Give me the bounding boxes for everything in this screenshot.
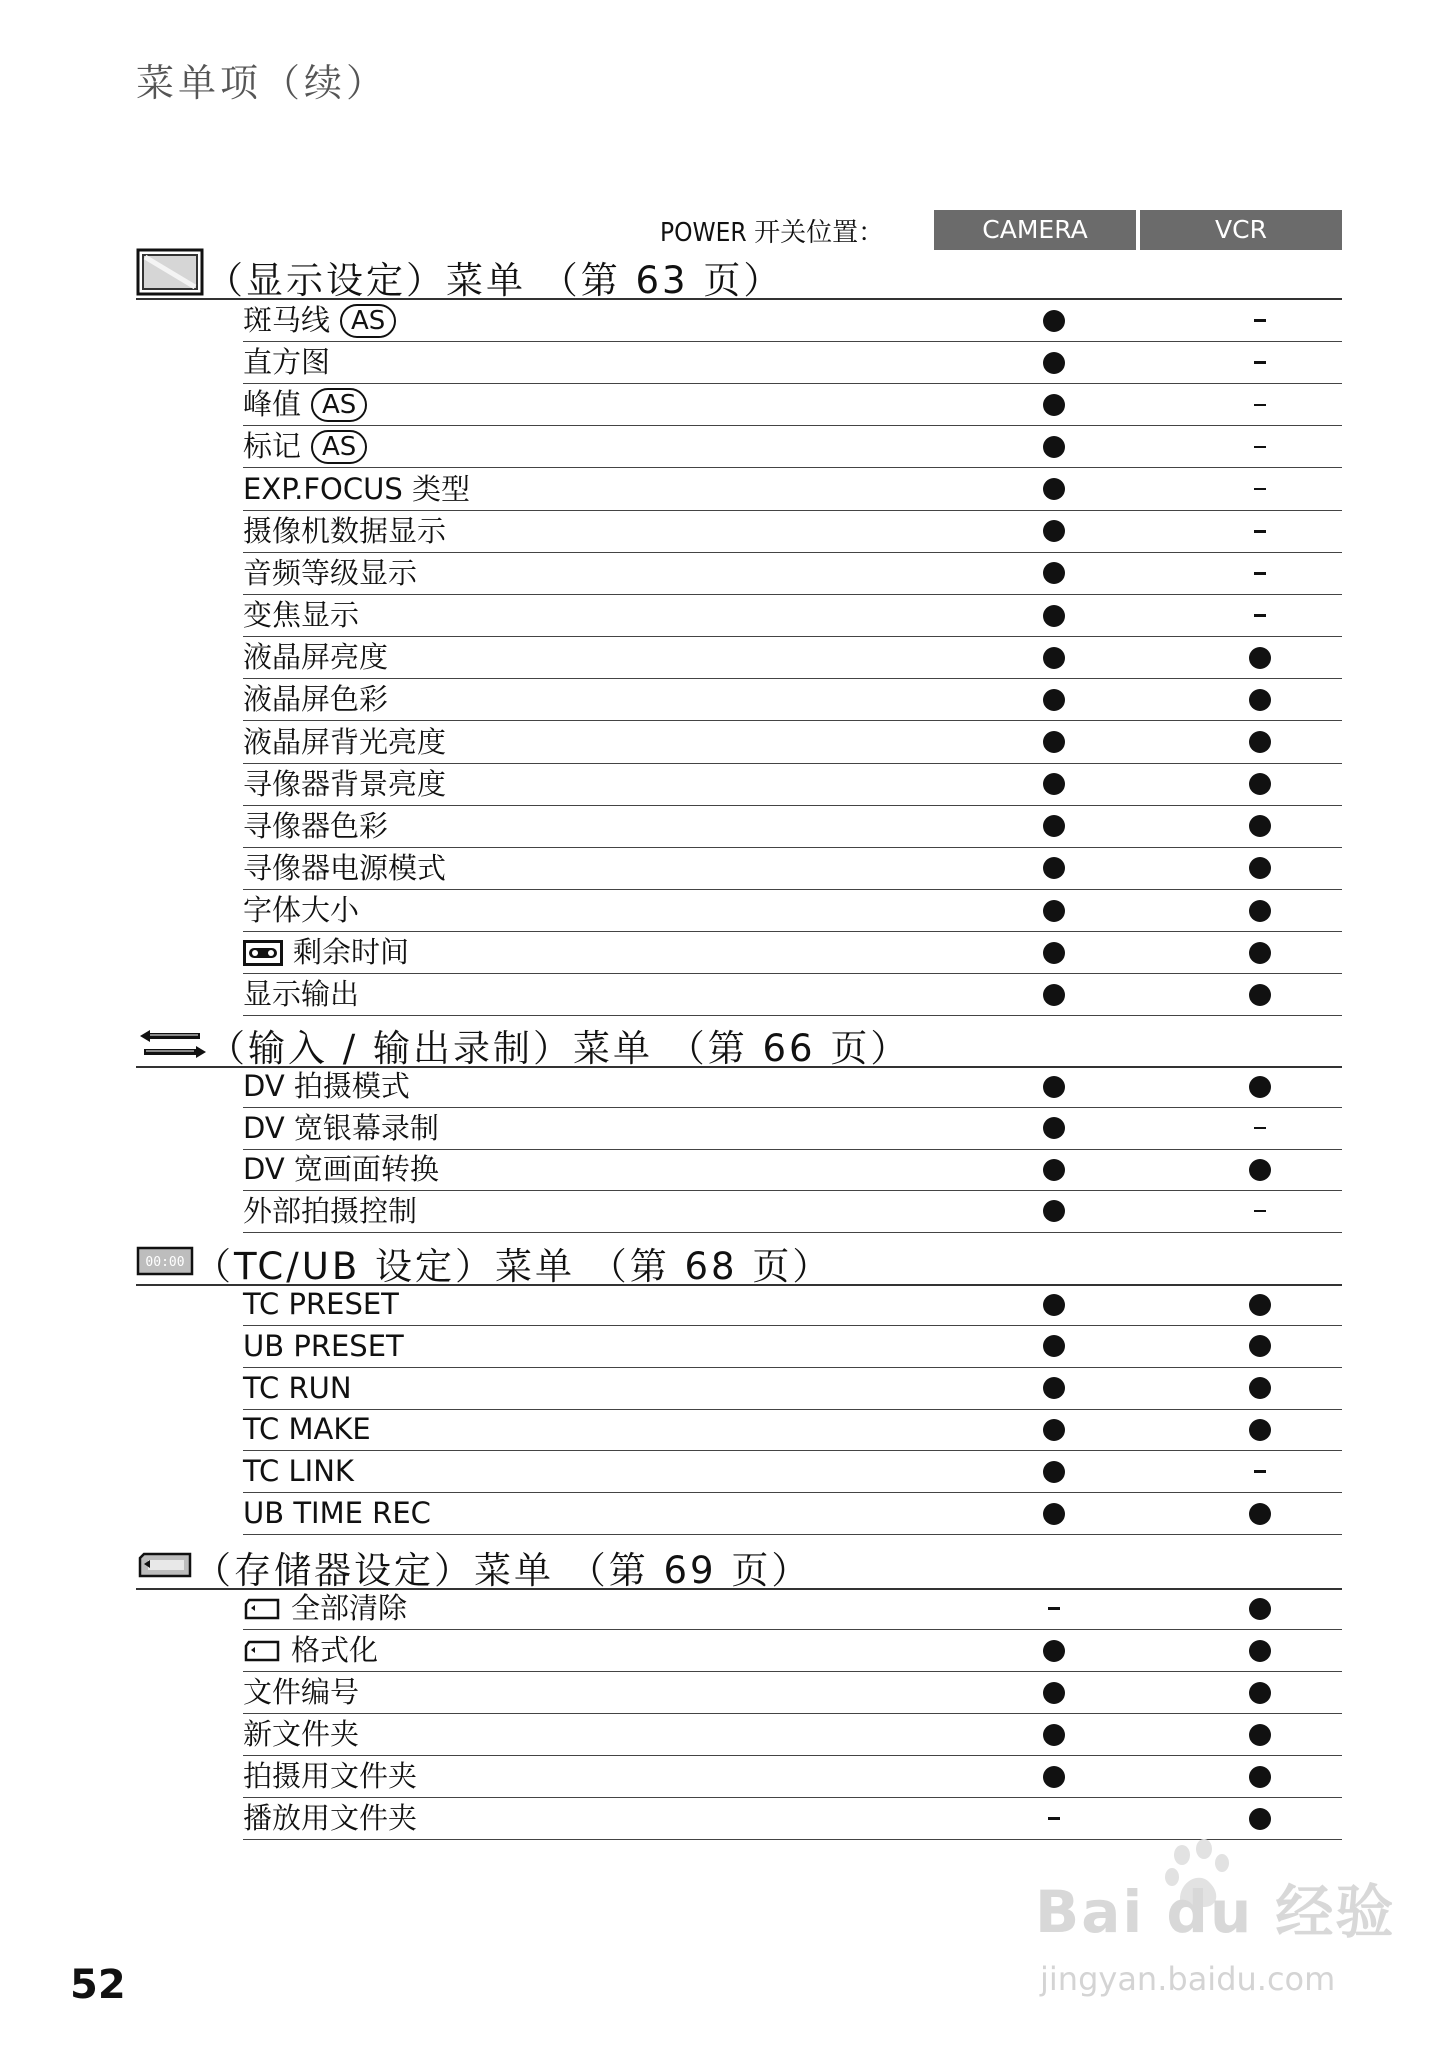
available-dot-icon bbox=[1043, 562, 1065, 584]
menu-item-text: TC LINK bbox=[243, 1454, 354, 1489]
camera-availability bbox=[1034, 1588, 1074, 1629]
column-header-camera: CAMERA bbox=[934, 210, 1136, 250]
camera-availability bbox=[1034, 806, 1074, 847]
vcr-availability bbox=[1240, 974, 1280, 1015]
table-row bbox=[243, 384, 1342, 426]
menu-item-text: 拍摄用文件夹 bbox=[243, 1759, 418, 1793]
camera-availability bbox=[1034, 595, 1074, 636]
available-dot-icon bbox=[1249, 1808, 1271, 1830]
unavailable-dash-icon bbox=[1254, 614, 1266, 617]
vcr-availability bbox=[1240, 342, 1280, 383]
menu-item-label bbox=[243, 1798, 417, 1839]
menu-item-text: DV 宽画面转换 bbox=[243, 1152, 439, 1186]
menu-item-text: DV 拍摄模式 bbox=[243, 1069, 410, 1103]
camera-availability bbox=[1034, 384, 1074, 425]
available-dot-icon bbox=[1043, 942, 1065, 964]
camera-availability bbox=[1034, 1108, 1074, 1149]
vcr-availability bbox=[1240, 1066, 1280, 1107]
table-row bbox=[243, 764, 1342, 806]
as-badge-icon: AS bbox=[340, 304, 396, 338]
table-row bbox=[243, 1672, 1342, 1714]
camera-availability bbox=[1034, 722, 1074, 763]
menu-item-label bbox=[243, 384, 367, 425]
available-dot-icon bbox=[1043, 857, 1065, 879]
vcr-availability bbox=[1240, 1588, 1280, 1629]
menu-item-text: UB TIME REC bbox=[243, 1496, 431, 1530]
menu-item-text: 显示输出 bbox=[243, 977, 360, 1012]
menu-item-text: EXP.FOCUS 类型 bbox=[243, 471, 470, 506]
page-number: 52 bbox=[70, 1962, 126, 2008]
menu-item-label bbox=[243, 974, 359, 1015]
vcr-availability bbox=[1240, 1108, 1280, 1149]
available-dot-icon bbox=[1043, 1335, 1065, 1357]
available-dot-icon bbox=[1043, 731, 1065, 753]
table-row bbox=[243, 342, 1342, 384]
vcr-availability bbox=[1240, 806, 1280, 847]
available-dot-icon bbox=[1043, 1682, 1065, 1704]
vcr-availability bbox=[1240, 1149, 1280, 1190]
camera-availability bbox=[1034, 1066, 1074, 1107]
table-row bbox=[243, 426, 1342, 468]
vcr-availability bbox=[1240, 1191, 1280, 1232]
vcr-availability bbox=[1240, 637, 1280, 678]
vcr-availability bbox=[1240, 722, 1280, 763]
menu-item-text: 文件编号 bbox=[243, 1675, 360, 1709]
camera-availability bbox=[1034, 469, 1074, 510]
menu-item-label bbox=[243, 342, 330, 383]
page-title: 菜单项（续） bbox=[136, 61, 389, 105]
available-dot-icon bbox=[1043, 1419, 1065, 1441]
vcr-availability bbox=[1240, 890, 1280, 931]
unavailable-dash-icon bbox=[1048, 1817, 1060, 1820]
table-row bbox=[243, 974, 1342, 1016]
unavailable-dash-icon bbox=[1254, 1470, 1266, 1473]
camera-availability bbox=[1034, 890, 1074, 931]
menu-item-label bbox=[243, 764, 446, 805]
available-dot-icon bbox=[1043, 1294, 1065, 1316]
menu-item-label bbox=[243, 1326, 404, 1367]
camera-availability bbox=[1034, 1630, 1074, 1671]
available-dot-icon bbox=[1249, 1335, 1271, 1357]
table-row bbox=[243, 1409, 1342, 1451]
menu-item-text: UB PRESET bbox=[243, 1328, 404, 1363]
menu-item-text: TC MAKE bbox=[243, 1412, 371, 1447]
vcr-availability bbox=[1240, 1284, 1280, 1325]
menu-item-text: 格式化 bbox=[291, 1633, 379, 1667]
available-dot-icon bbox=[1249, 689, 1271, 711]
menu-item-text: 变焦显示 bbox=[243, 598, 360, 633]
unavailable-dash-icon bbox=[1254, 572, 1266, 575]
camera-availability bbox=[1034, 1149, 1074, 1190]
available-dot-icon bbox=[1249, 1766, 1271, 1788]
table-row bbox=[243, 1756, 1342, 1798]
svg-text:00:00: 00:00 bbox=[145, 1255, 185, 1270]
menu-item-label bbox=[243, 1284, 399, 1325]
available-dot-icon bbox=[1249, 1419, 1271, 1441]
menu-item-label bbox=[243, 848, 446, 889]
available-dot-icon bbox=[1249, 815, 1271, 837]
table-row bbox=[243, 1149, 1342, 1191]
available-dot-icon bbox=[1249, 984, 1271, 1006]
vcr-availability bbox=[1240, 300, 1280, 341]
available-dot-icon bbox=[1249, 731, 1271, 753]
menu-item-label bbox=[243, 1588, 407, 1629]
menu-item-text: 播放用文件夹 bbox=[243, 1801, 418, 1835]
table-row bbox=[243, 1108, 1342, 1150]
menu-item-label bbox=[243, 806, 388, 847]
camera-availability bbox=[1034, 679, 1074, 720]
camera-availability bbox=[1034, 1409, 1074, 1450]
available-dot-icon bbox=[1249, 942, 1271, 964]
menu-item-label bbox=[243, 1756, 417, 1797]
available-dot-icon bbox=[1249, 1682, 1271, 1704]
as-badge-icon: AS bbox=[311, 388, 367, 422]
baidu-watermark-logo: Bai du 经验 bbox=[1035, 1878, 1396, 1946]
available-dot-icon bbox=[1043, 984, 1065, 1006]
section-header-display bbox=[136, 248, 1342, 300]
menu-item-label bbox=[243, 1066, 410, 1107]
menu-item-text: 寻像器色彩 bbox=[243, 808, 389, 843]
table-row bbox=[243, 890, 1342, 932]
camera-availability bbox=[1034, 511, 1074, 552]
table-row bbox=[243, 1714, 1342, 1756]
camera-availability bbox=[1034, 932, 1074, 973]
menu-item-text: 字体大小 bbox=[243, 893, 360, 928]
table-row bbox=[243, 722, 1342, 764]
available-dot-icon bbox=[1043, 1640, 1065, 1662]
available-dot-icon bbox=[1043, 605, 1065, 627]
available-dot-icon bbox=[1249, 1503, 1271, 1525]
available-dot-icon bbox=[1249, 900, 1271, 922]
menu-item-label bbox=[243, 1368, 352, 1409]
available-dot-icon bbox=[1043, 394, 1065, 416]
camera-availability bbox=[1034, 1493, 1074, 1534]
available-dot-icon bbox=[1043, 520, 1065, 542]
menu-item-text: 剩余时间 bbox=[293, 935, 410, 970]
camera-availability bbox=[1034, 1326, 1074, 1367]
vcr-availability bbox=[1240, 511, 1280, 552]
camera-availability bbox=[1034, 974, 1074, 1015]
camera-availability bbox=[1034, 1191, 1074, 1232]
menu-item-label bbox=[243, 722, 446, 763]
available-dot-icon bbox=[1043, 1117, 1065, 1139]
menu-item-label bbox=[243, 1108, 439, 1149]
menu-item-label bbox=[243, 1714, 359, 1755]
vcr-availability bbox=[1240, 848, 1280, 889]
menu-item-text: 外部拍摄控制 bbox=[243, 1193, 418, 1228]
available-dot-icon bbox=[1043, 689, 1065, 711]
menu-item-label bbox=[243, 595, 359, 636]
vcr-availability bbox=[1240, 595, 1280, 636]
table-row bbox=[243, 932, 1342, 974]
menu-item-text: 峰值 bbox=[243, 387, 302, 422]
available-dot-icon bbox=[1249, 1076, 1271, 1098]
camera-availability bbox=[1034, 1368, 1074, 1409]
available-dot-icon bbox=[1043, 1724, 1065, 1746]
menu-item-label bbox=[243, 637, 388, 678]
unavailable-dash-icon bbox=[1254, 319, 1266, 322]
tape-icon bbox=[243, 940, 283, 966]
menu-item-text: 寻像器背景亮度 bbox=[243, 766, 447, 801]
vcr-availability bbox=[1240, 469, 1280, 510]
table-row bbox=[243, 1066, 1342, 1108]
available-dot-icon bbox=[1249, 1598, 1271, 1620]
camera-availability bbox=[1034, 637, 1074, 678]
in-out-rec-icon bbox=[136, 1020, 210, 1072]
unavailable-dash-icon bbox=[1048, 1607, 1060, 1610]
available-dot-icon bbox=[1043, 1159, 1065, 1181]
display-settings-icon bbox=[136, 248, 204, 300]
available-dot-icon bbox=[1249, 773, 1271, 795]
table-row bbox=[243, 1630, 1342, 1672]
section-title: （输入 / 输出录制）菜单 （第 66 页） bbox=[208, 1027, 911, 1070]
table-row bbox=[243, 637, 1342, 679]
camera-availability bbox=[1034, 1798, 1074, 1839]
section-title: （显示设定）菜单 （第 63 页） bbox=[206, 259, 784, 302]
menu-item-text: 标记 bbox=[243, 429, 302, 464]
available-dot-icon bbox=[1043, 1461, 1065, 1483]
available-dot-icon bbox=[1043, 1766, 1065, 1788]
menu-item-label bbox=[243, 426, 367, 467]
menu-item-text: 液晶屏亮度 bbox=[243, 640, 389, 675]
unavailable-dash-icon bbox=[1254, 404, 1266, 407]
tc-ub-icon bbox=[136, 1238, 194, 1282]
menu-item-label bbox=[243, 890, 359, 931]
unavailable-dash-icon bbox=[1254, 1210, 1266, 1213]
menu-item-label bbox=[243, 932, 409, 973]
vcr-availability bbox=[1240, 1798, 1280, 1839]
menu-item-text: 直方图 bbox=[243, 345, 331, 380]
table-row bbox=[243, 1284, 1342, 1326]
available-dot-icon bbox=[1043, 1200, 1065, 1222]
vcr-availability bbox=[1240, 1672, 1280, 1713]
menu-item-label bbox=[243, 1191, 417, 1232]
available-dot-icon bbox=[1043, 773, 1065, 795]
menu-item-label bbox=[243, 1409, 371, 1450]
menu-item-text: 音频等级显示 bbox=[243, 555, 418, 590]
camera-availability bbox=[1034, 342, 1074, 383]
camera-availability bbox=[1034, 553, 1074, 594]
section-header-tcub bbox=[136, 1234, 1342, 1286]
camera-availability bbox=[1034, 1672, 1074, 1713]
vcr-availability bbox=[1240, 1409, 1280, 1450]
table-row bbox=[243, 511, 1342, 553]
table-row bbox=[243, 1493, 1342, 1535]
memory-card-icon bbox=[243, 1597, 281, 1621]
vcr-availability bbox=[1240, 1368, 1280, 1409]
menu-item-label bbox=[243, 1149, 439, 1190]
available-dot-icon bbox=[1249, 1640, 1271, 1662]
table-row bbox=[243, 1326, 1342, 1368]
available-dot-icon bbox=[1249, 1377, 1271, 1399]
vcr-availability bbox=[1240, 1714, 1280, 1755]
available-dot-icon bbox=[1043, 1503, 1065, 1525]
available-dot-icon bbox=[1249, 1724, 1271, 1746]
vcr-availability bbox=[1240, 1630, 1280, 1671]
camera-availability bbox=[1034, 1451, 1074, 1492]
menu-item-label bbox=[243, 300, 396, 341]
available-dot-icon bbox=[1043, 900, 1065, 922]
menu-item-text: 液晶屏色彩 bbox=[243, 682, 389, 717]
vcr-availability bbox=[1240, 384, 1280, 425]
table-row bbox=[243, 1368, 1342, 1410]
table-row bbox=[243, 806, 1342, 848]
menu-item-text: TC RUN bbox=[243, 1370, 352, 1405]
memory-card-icon bbox=[243, 1639, 281, 1663]
available-dot-icon bbox=[1043, 352, 1065, 374]
table-row bbox=[243, 300, 1342, 342]
vcr-availability bbox=[1240, 1326, 1280, 1367]
unavailable-dash-icon bbox=[1254, 1127, 1266, 1130]
available-dot-icon bbox=[1249, 1159, 1271, 1181]
table-row bbox=[243, 1798, 1342, 1840]
table-row bbox=[243, 679, 1342, 721]
camera-availability bbox=[1034, 764, 1074, 805]
baidu-watermark-url: jingyan.baidu.com bbox=[1040, 1960, 1336, 1998]
vcr-availability bbox=[1240, 764, 1280, 805]
available-dot-icon bbox=[1043, 815, 1065, 837]
camera-availability bbox=[1034, 1284, 1074, 1325]
menu-item-text: 全部清除 bbox=[291, 1591, 408, 1625]
available-dot-icon bbox=[1043, 1076, 1065, 1098]
menu-item-text: TC PRESET bbox=[243, 1287, 399, 1321]
vcr-availability bbox=[1240, 553, 1280, 594]
menu-item-label bbox=[243, 1451, 354, 1492]
vcr-availability bbox=[1240, 1451, 1280, 1492]
table-row bbox=[243, 1451, 1342, 1493]
unavailable-dash-icon bbox=[1254, 530, 1266, 533]
table-row bbox=[243, 1588, 1342, 1630]
menu-item-label bbox=[243, 1630, 378, 1671]
menu-item-text: 寻像器电源模式 bbox=[243, 850, 447, 885]
vcr-availability bbox=[1240, 426, 1280, 467]
camera-availability bbox=[1034, 300, 1074, 341]
unavailable-dash-icon bbox=[1254, 488, 1266, 491]
section-header-memory bbox=[136, 1538, 1342, 1590]
power-switch-label: POWER 开关位置： bbox=[660, 218, 885, 248]
menu-item-label bbox=[243, 1672, 359, 1713]
menu-item-label bbox=[243, 469, 470, 510]
table-row bbox=[243, 595, 1342, 637]
section-title: （存储器设定）菜单 （第 69 页） bbox=[194, 1549, 812, 1592]
menu-item-text: 斑马线 bbox=[243, 303, 331, 337]
unavailable-dash-icon bbox=[1254, 446, 1266, 449]
menu-item-text: 摄像机数据显示 bbox=[243, 513, 447, 548]
as-badge-icon: AS bbox=[311, 430, 367, 464]
table-row bbox=[243, 553, 1342, 595]
vcr-availability bbox=[1240, 932, 1280, 973]
section-title: （TC/UB 设定）菜单 （第 68 页） bbox=[194, 1245, 833, 1288]
table-row bbox=[243, 1191, 1342, 1233]
menu-item-text: 液晶屏背光亮度 bbox=[243, 724, 447, 759]
unavailable-dash-icon bbox=[1254, 361, 1266, 364]
camera-availability bbox=[1034, 1714, 1074, 1755]
camera-availability bbox=[1034, 1756, 1074, 1797]
table-row bbox=[243, 469, 1342, 511]
available-dot-icon bbox=[1249, 647, 1271, 669]
available-dot-icon bbox=[1043, 647, 1065, 669]
vcr-availability bbox=[1240, 679, 1280, 720]
memory-settings-icon bbox=[136, 1542, 194, 1586]
menu-item-label bbox=[243, 679, 388, 720]
camera-availability bbox=[1034, 848, 1074, 889]
vcr-availability bbox=[1240, 1756, 1280, 1797]
available-dot-icon bbox=[1043, 478, 1065, 500]
menu-item-label bbox=[243, 511, 446, 552]
available-dot-icon bbox=[1043, 436, 1065, 458]
table-row bbox=[243, 848, 1342, 890]
available-dot-icon bbox=[1249, 1294, 1271, 1316]
menu-item-label bbox=[243, 1493, 431, 1534]
column-header-vcr: VCR bbox=[1140, 210, 1342, 250]
available-dot-icon bbox=[1043, 310, 1065, 332]
available-dot-icon bbox=[1249, 857, 1271, 879]
menu-item-label bbox=[243, 553, 417, 594]
vcr-availability bbox=[1240, 1493, 1280, 1534]
available-dot-icon bbox=[1043, 1377, 1065, 1399]
menu-item-text: 新文件夹 bbox=[243, 1717, 360, 1751]
section-header-io bbox=[136, 1016, 1342, 1068]
menu-item-text: DV 宽银幕录制 bbox=[243, 1110, 439, 1145]
camera-availability bbox=[1034, 426, 1074, 467]
